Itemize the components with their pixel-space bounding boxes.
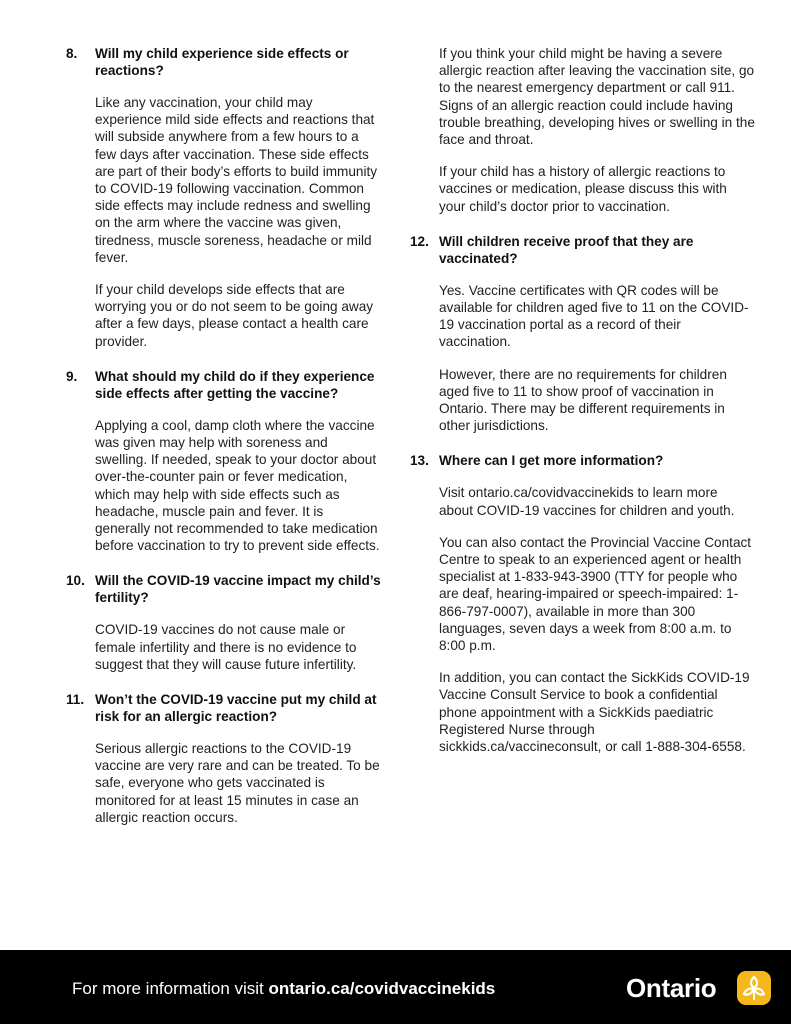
answer-paragraph: If your child develops side effects that are worrying you or do not seem to be going away after a few days, please contact a health care provider.: [95, 282, 374, 349]
answer-paragraph: Like any vaccination, your child may experience mild side effects and reactions that will subside anywhere from a few hours to a few days after vaccination. These side effects are part of their body’s efforts to build immunity to COVID-19 following vaccination. Common side effects may include redness and swelling on the arm where the vaccine was given, tiredness, muscle soreness, headache or mild fever.: [95, 95, 378, 265]
answer-paragraph: However, there are no requirements for children aged five to 11 to show proof of vaccination in Ontario. There may be different requirements in other jurisdictions.: [439, 366, 727, 434]
right-column: [410, 45, 755, 773]
faq-question: [66, 572, 382, 606]
answer-paragraph: In addition, you can contact the SickKids COVID-19 Vaccine Consult Service to book a confidential phone appointment with a SickKids paediatric Registered Nurse through sickkids.ca/vaccineconsult, or call 1-888-304-6558.: [439, 670, 750, 755]
answer-paragraph: Yes. Vaccine certificates with QR codes will be available for children aged five to 11 on the COVID-19 vaccination portal as a record of their vaccination.: [439, 282, 749, 350]
answer-paragraph: COVID-19 vaccines do not cause male or female infertility and there is no evidence to suggest that they will cause future infertility.: [95, 622, 357, 672]
question-number: 12.: [410, 233, 429, 249]
faq-question: [410, 233, 755, 267]
question-number: 10.: [66, 573, 85, 589]
ontario-trillium-logo-icon: [736, 970, 772, 1006]
answer-paragraph: If your child has a history of allergic reactions to vaccines or medication, please discuss this with your child’s doctor prior to vaccination.: [439, 164, 727, 214]
answer-paragraph: You can also contact the Provincial Vaccine Contact Centre to speak to an experienced agent or health specialist at 1-833-943-3900 (TTY for people who are deaf, hearing-impaired or speech-impaired: 1-866-797-0007), available in more than 300 languages, seven days a week from 8:00 a.m. to 8:00 p.m.: [439, 534, 752, 654]
question-number: 13.: [410, 453, 429, 469]
question-text: Will the COVID-19 vaccine impact my child’s fertility?: [95, 573, 381, 606]
footer-url-link[interactable]: ontario.ca/covidvaccinekids: [268, 979, 496, 998]
faq-item-11: [66, 691, 382, 826]
faq-question: [410, 452, 755, 469]
footer-info: [72, 978, 495, 1000]
question-text: Where can I get more information?: [439, 453, 664, 469]
faq-item-8: [66, 45, 382, 350]
question-text: Will children receive proof that they are vaccinated?: [439, 233, 694, 266]
answer-paragraph: Applying a cool, damp cloth where the vaccine was given may help with soreness and swelling. If needed, speak to your doctor about over-the-counter pain or fever medication, which may help with side effects such as headache, muscle pain and fever. It is generally not recommended to take medication before vaccination to try to prevent side effects.: [95, 417, 380, 554]
answer-paragraph: If you think your child might be having a severe allergic reaction after leaving the vaccination site, go to the nearest emergency department or call 911. Signs of an allergic reaction could include having trouble breathing, developing hives or swelling in the face and throat.: [439, 46, 755, 148]
answer-paragraph: Serious allergic reactions to the COVID-19 vaccine are very rare and can be treated. To be safe, everyone who gets vaccinated is monitored for at least 15 minutes in case an allergic reaction occurs.: [95, 741, 380, 825]
faq-item-13: [410, 452, 755, 755]
faq-question: [66, 691, 382, 725]
question-text: Won’t the COVID-19 vaccine put my child at risk for an allergic reaction?: [95, 692, 377, 725]
question-number: 11.: [66, 692, 85, 708]
question-number: 8.: [66, 46, 78, 61]
footer-prefix: For more information visit: [72, 979, 269, 998]
ontario-wordmark: Ontario: [626, 973, 717, 1003]
faq-item-12: [410, 233, 755, 435]
question-text: Will my child experience side effects or reactions?: [95, 46, 349, 78]
faq-question: [66, 368, 382, 402]
faq-item-9: [66, 368, 382, 555]
footer-bar: [0, 950, 791, 1024]
faq-item-11-continued: [410, 45, 755, 215]
faq-item-10: [66, 572, 382, 673]
answer-paragraph: Visit ontario.ca/covidvaccinekids to learn more about COVID-19 vaccines for children and youth.: [439, 485, 735, 518]
question-text: What should my child do if they experience side effects after getting the vaccine?: [95, 368, 375, 401]
question-number: 9.: [66, 368, 78, 384]
faq-question: [66, 45, 382, 79]
left-column: [66, 45, 382, 844]
